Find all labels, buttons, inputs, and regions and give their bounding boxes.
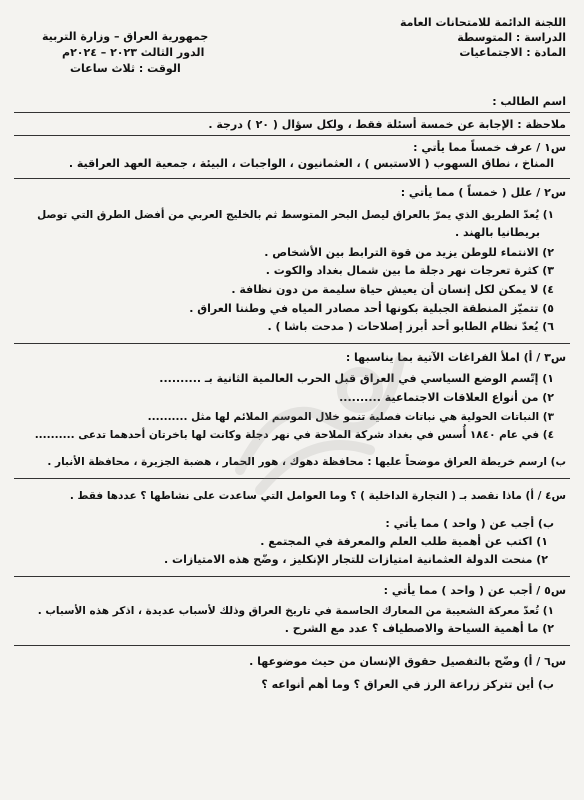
divider bbox=[14, 112, 570, 113]
q2-item-1b: بريطانيا بالهند . bbox=[454, 226, 540, 239]
q6-part-b: ب) أين تتركز زراعة الرز في العراق ؟ وما أهم أنواعه ؟ bbox=[261, 678, 554, 691]
student-name-label: اسم الطالب : bbox=[492, 95, 566, 108]
q4-item-1: ١) اكتب عن أهمية طلب العلم والمعرفة في المجتمع . bbox=[260, 535, 548, 548]
q3-item-3: ٣) النباتات الحولية هي نباتات فصلية تنمو خلال الموسم الملائم لها مثل .......... bbox=[147, 411, 554, 423]
q2-item-5: ٥) تتميّز المنطقة الجبلية بكونها أحد مصادر المياه في وطننا العراق . bbox=[189, 302, 554, 315]
q3-item-1: ١) إتّسم الوضع السياسي في العراق قبل الحرب العالمية الثانية بـ .......... bbox=[159, 372, 554, 385]
note: ملاحظة : الإجابة عن خمسة أسئلة فقط ، ولكل سؤال ( ٢٠ ) درجة . bbox=[208, 118, 566, 131]
q5-title: س٥ / أجب عن ( واحد ) مما يأتي : bbox=[383, 584, 566, 597]
q4-item-2: ٢) منحت الدولة العثمانية امتيازات للتجار الإنكليز ، وضّح هذه الامتيازات . bbox=[164, 553, 548, 566]
watermark-logo bbox=[220, 330, 420, 500]
q2-item-4: ٤) لا يمكن لكل إنسان أن يعيش حياة سليمة من دون نظافة . bbox=[231, 283, 554, 296]
q2-item-6: ٦) يُعدّ نظام الطابو أحد أبرز إصلاحات ( مدحت باشا ) . bbox=[267, 320, 554, 333]
q2-title: س٢ / علل ( خمساً ) مما يأتي : bbox=[400, 186, 566, 199]
q6-title: س٦ / أ) وضّح بالتفصيل حقوق الإنسان من حيث موضوعها . bbox=[249, 655, 566, 668]
q2-item-2: ٢) الانتماء للوطن يزيد من قوة الترابط بين الأشخاص . bbox=[264, 246, 554, 259]
divider bbox=[14, 178, 570, 179]
q2-item-3: ٣) كثرة تعرجات نهر دجلة ما بين شمال بغداد والكوت . bbox=[265, 264, 554, 277]
divider bbox=[14, 135, 570, 136]
q4-title: س٤ / أ) ماذا نقصد بـ ( التجارة الداخلية ) ؟ وما العوامل التي ساعدت على نشاطها ؟ عددها فقط . bbox=[69, 490, 566, 502]
q3-item-2: ٢) من أنواع العلاقات الاجتماعية .......... bbox=[339, 391, 554, 404]
q1-title: س١ / عرف خمساً مما يأتي : bbox=[413, 141, 566, 154]
exam-round: الدور الثالث ٢٠٢٣ – ٢٠٢٤م bbox=[62, 46, 205, 59]
ministry-name: جمهورية العراق – وزارة التربية bbox=[42, 30, 209, 43]
q3-item-4: ٤) في عام ١٨٤٠ أُسس في بغداد شركة الملاحة في نهر دجلة وكانت لها باخرتان أحدهما تدعى .......... bbox=[34, 429, 554, 441]
q1-items: المناخ ، نطاق السهوب ( الاستبس ) ، العثمانيون ، الواجبات ، البيئة ، جمعية العهد العراقية . bbox=[68, 157, 554, 170]
divider bbox=[14, 576, 570, 577]
q5-item-2: ٢) ما أهمية السياحة والاصطياف ؟ عدد مع الشرح . bbox=[284, 622, 554, 635]
exam-duration: الوقت : ثلاث ساعات bbox=[70, 62, 181, 75]
subject: المادة : الاجتماعيات bbox=[459, 46, 566, 59]
study-level: الدراسة : المتوسطة bbox=[457, 31, 566, 44]
q3-part-b: ب) ارسم خريطة العراق موضحاً عليها : محافظة دهوك ، هور الحمار ، هضبة الجزيرة ، محافظة الأنبار . bbox=[47, 456, 566, 468]
divider bbox=[14, 645, 570, 646]
committee-name: اللجنة الدائمة للامتحانات العامة bbox=[399, 16, 566, 29]
q2-item-1a: ١) يُعدّ الطريق الذي يمرّ بالعراق ليصل البحر المتوسط ثم بالخليج العربي من أفضل الطرق التي توصل bbox=[37, 209, 554, 221]
q3-title: س٣ / أ) املأ الفراغات الآتية بما يناسبها : bbox=[345, 351, 566, 364]
q5-item-1: ١) تُعدّ معركة الشعيبة من المعارك الحاسمة في تاريخ العراق وذلك لأسباب عديدة ، اذكر هذه الأسباب . bbox=[37, 605, 554, 617]
q4-part-b: ب) أجب عن ( واحد ) مما يأتي : bbox=[385, 517, 554, 530]
